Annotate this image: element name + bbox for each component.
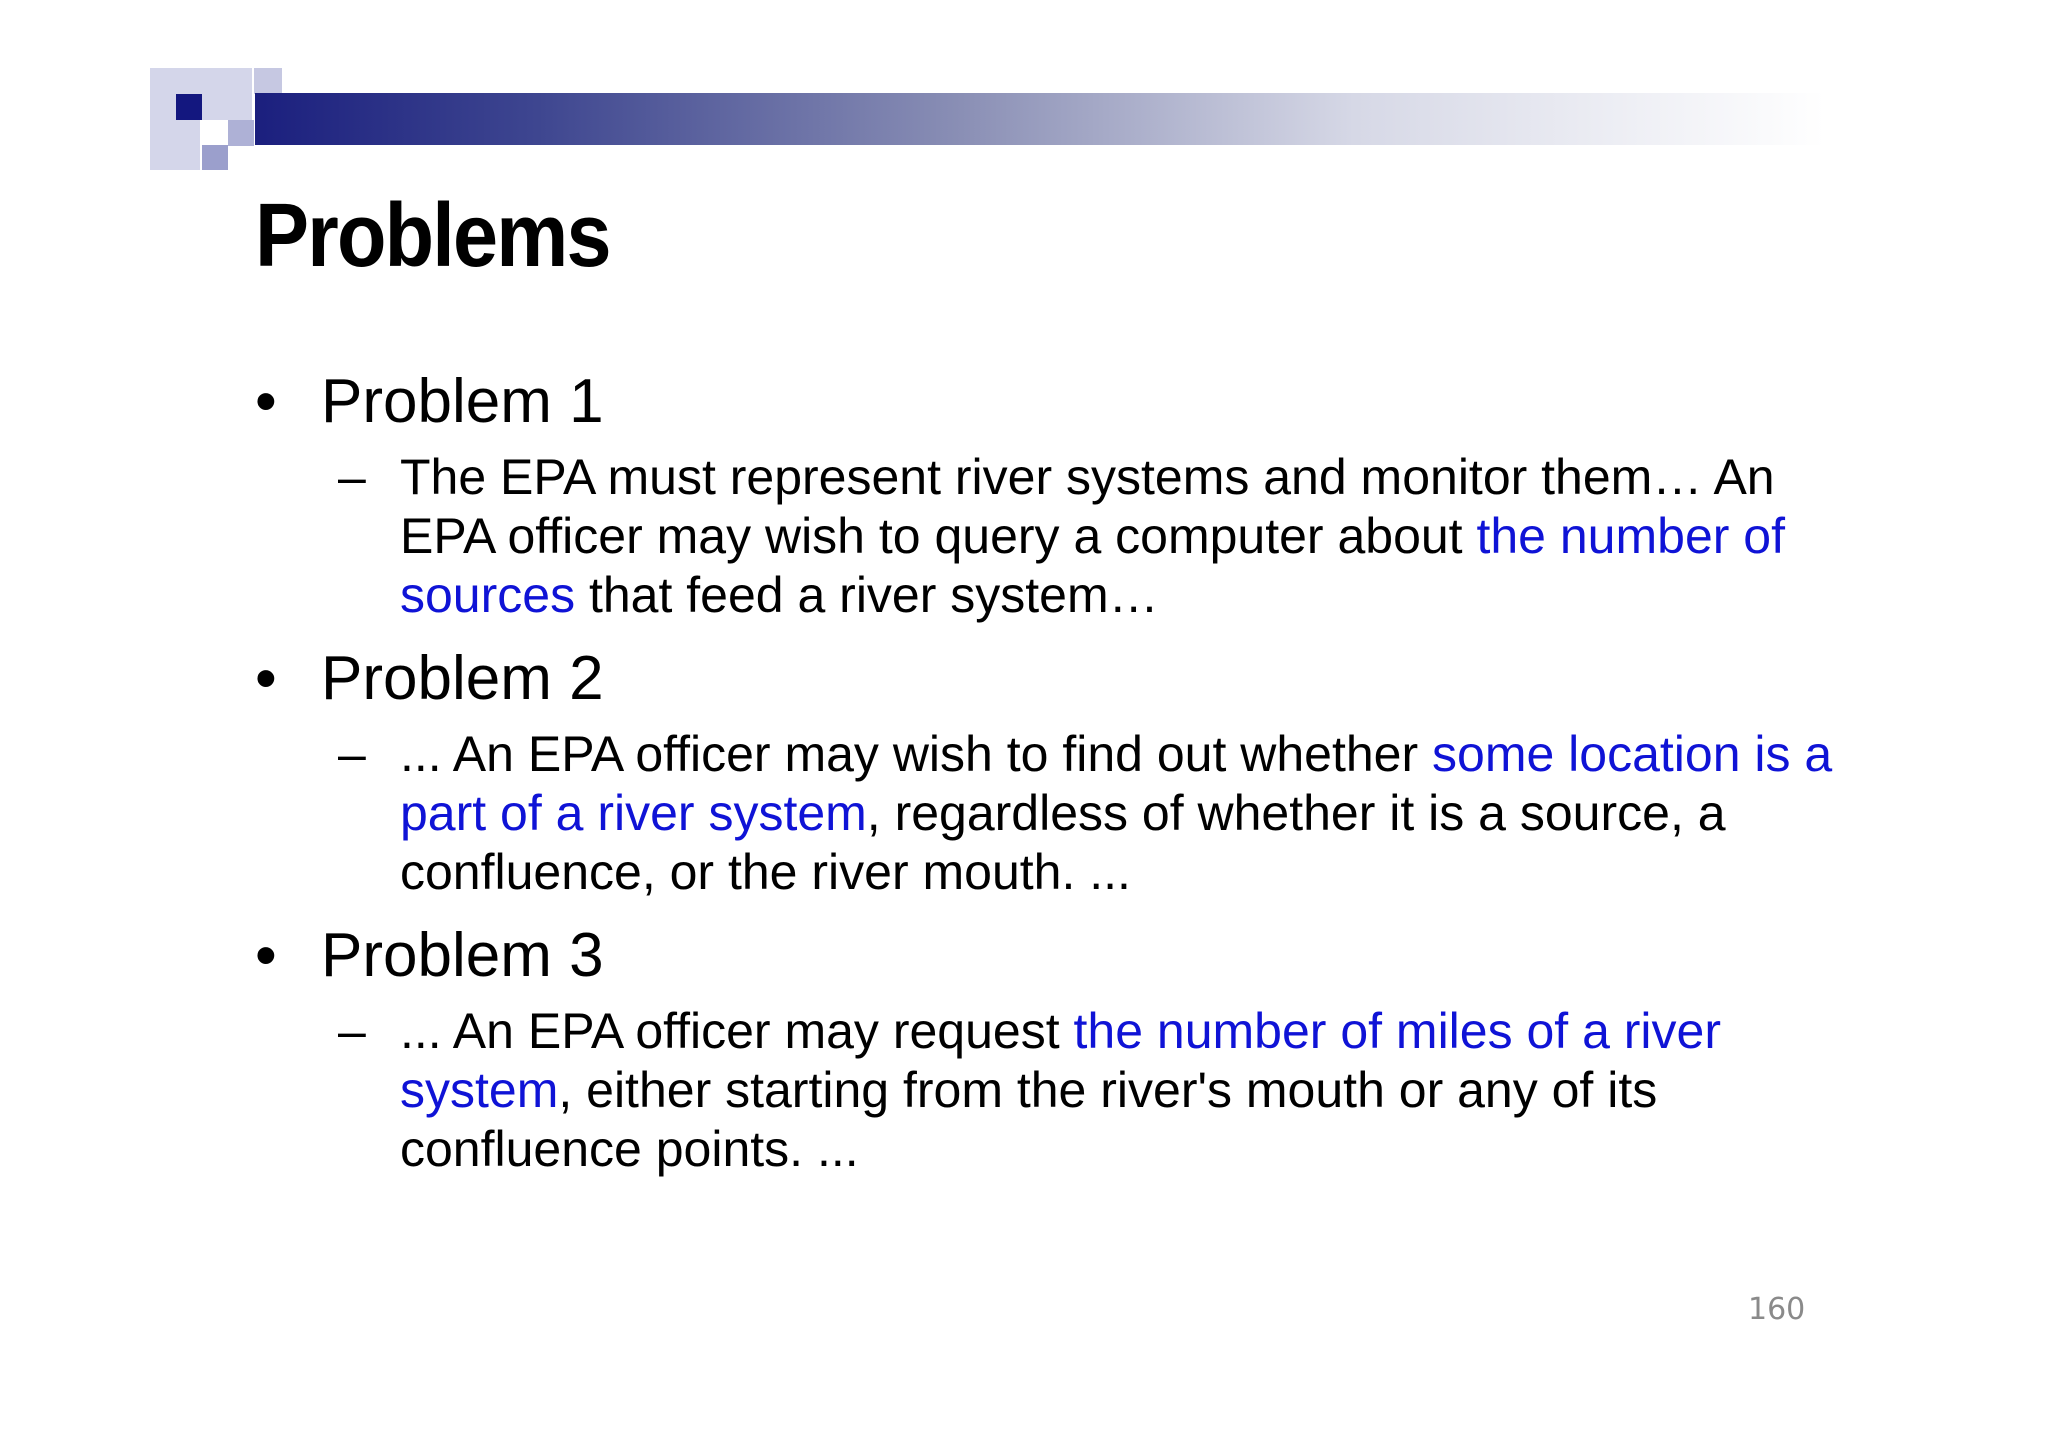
bullet-level2	[338, 1002, 1835, 1179]
highlighted-text: the number of sources	[400, 508, 1785, 623]
detail-text: , regardless of whether it is a source, a confluence, or the river mouth. ...	[400, 785, 1726, 900]
dash-marker: –	[338, 449, 366, 505]
problem-item	[255, 916, 1835, 1179]
deco-square	[228, 120, 254, 146]
problem-label: Problem 2	[321, 644, 604, 713]
bullet-dot: •	[255, 921, 277, 990]
detail-text: The EPA must represent river systems and monitor them… An EPA officer may wish to query a computer about	[400, 449, 1775, 564]
problem-label: Problem 1	[321, 367, 604, 436]
highlighted-text: some location is a part of a river system	[400, 726, 1833, 841]
header-gradient-band	[255, 93, 1825, 145]
problem-label: Problem 3	[321, 921, 604, 990]
detail-text: that feed a river system…	[575, 567, 1159, 623]
problem-item	[255, 362, 1835, 625]
page-number: 160	[1748, 1292, 1806, 1327]
bullet-level1	[255, 639, 1835, 719]
detail-text: ... An EPA officer may wish to find out whether	[400, 726, 1433, 782]
problem-item	[255, 639, 1835, 902]
bullet-dot: •	[255, 367, 277, 436]
slide-body	[255, 362, 1835, 1193]
highlighted-text: the number of miles of a river system	[400, 1003, 1721, 1118]
detail-text: , either starting from the river's mouth or any of its confluence points. ...	[400, 1062, 1658, 1177]
bullet-level1	[255, 362, 1835, 442]
dash-marker: –	[338, 726, 366, 782]
dash-marker: –	[338, 1003, 366, 1059]
header-decoration	[0, 0, 2048, 200]
bullet-level2	[338, 725, 1835, 902]
bullet-level2	[338, 448, 1835, 625]
deco-square	[176, 94, 202, 120]
bullet-level1	[255, 916, 1835, 996]
deco-square	[202, 145, 228, 170]
slide-title: Problems	[255, 186, 610, 286]
deco-square	[254, 68, 282, 94]
bullet-dot: •	[255, 644, 277, 713]
detail-text: ... An EPA officer may request	[400, 1003, 1074, 1059]
